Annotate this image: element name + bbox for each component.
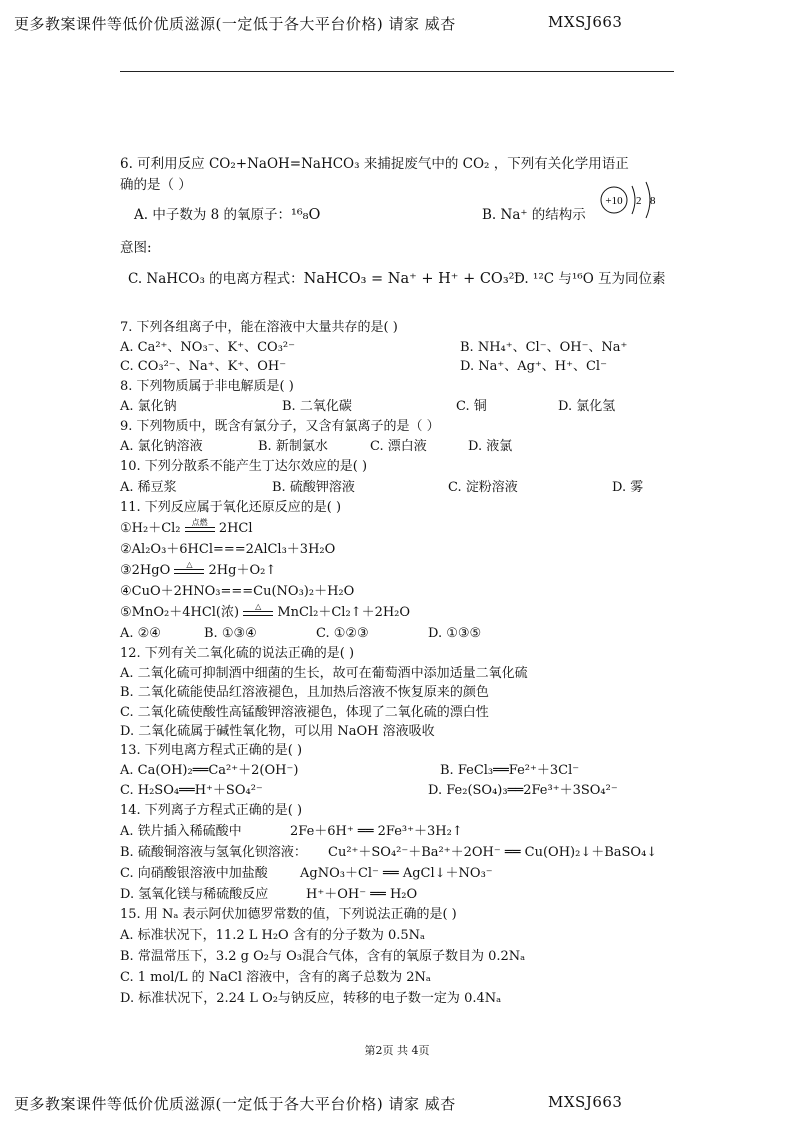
q14-option-b-equation: Cu²⁺＋SO₄²⁻＋Ba²⁺＋2OH⁻ ══ Cu(OH)₂↓＋BaSO₄↓ xyxy=(328,845,658,860)
q10-option-a: A. 稀豆浆 xyxy=(120,480,177,495)
q14-option-d-label: D. 氢氧化镁与稀硫酸反应 xyxy=(120,887,269,902)
q13-stem: 13. 下列电离方程式正确的是( ) xyxy=(120,743,303,758)
q6-stem-line1: 6. 可利用反应 CO₂+NaOH=NaHCO₃ 来捕捉废气中的 CO₂ ，下列有关化学用语正 xyxy=(120,156,629,172)
page-number: 第2页 共 4页 xyxy=(364,1044,430,1057)
q6-option-c xyxy=(128,271,522,287)
reaction-5-condition: △ xyxy=(255,601,262,611)
header-banner xyxy=(14,13,623,34)
reaction-1-arrow xyxy=(185,517,215,534)
q11-reaction-4: ④CuO＋2HNO₃===Cu(NO₃)₂＋H₂O xyxy=(120,584,355,599)
q6-option-c-label: C. NaHCO₃ 的电离方程式： xyxy=(128,271,304,287)
q6-stem-line2: 确的是（ ） xyxy=(120,177,192,193)
q11-option-b: B. ①③④ xyxy=(204,626,257,641)
q13-option-d: D. Fe₂(SO₄)₃══2Fe³⁺＋3SO₄²⁻ xyxy=(428,783,618,798)
banner-text: 更多教案课件等低价优质滋源(一定低于各大平台价格) 请家 威杏 xyxy=(14,1095,456,1113)
reaction-5-reactants: ⑤MnO₂＋4HCl(浓) xyxy=(120,605,240,620)
q6-option-a-label: A. 中子数为 8 的氧原子： xyxy=(134,207,292,223)
q9-option-c: C. 漂白液 xyxy=(370,439,427,454)
q12-option-a: A. 二氧化硫可抑制酒中细菌的生长，故可在葡萄酒中添加适量二氧化硫 xyxy=(120,666,528,681)
q14-option-b-label: B. 硫酸铜溶液与氢氧化钡溶液： xyxy=(120,845,307,860)
q7-option-c: C. CO₃²⁻、Na⁺、K⁺、OH⁻ xyxy=(120,359,287,374)
q15-option-c: C. 1 mol/L 的 NaCl 溶液中，含有的离子总数为 2Nₐ xyxy=(120,970,431,985)
q15-option-b: B. 常温常压下，3.2 g O₂与 O₃混合气体，含有的氧原子数目为 0.2Nₐ xyxy=(120,949,526,964)
q6-option-c-formula: NaHCO₃ = Na⁺ + H⁺ + CO₃²⁻ xyxy=(303,271,523,287)
atom-nucleus-label: +10 xyxy=(605,195,623,207)
banner-code: MXSJ663 xyxy=(548,1093,623,1111)
footer-banner xyxy=(14,1093,623,1114)
q11-option-d: D. ①③⑤ xyxy=(428,626,482,641)
q9-option-b: B. 新制氯水 xyxy=(258,439,328,454)
q6-option-a xyxy=(134,207,320,223)
q11-stem: 11. 下列反应属于氧化还原反应的是( ) xyxy=(120,500,342,515)
reaction-3-condition: △ xyxy=(186,559,193,569)
q13-option-a: A. Ca(OH)₂══Ca²⁺＋2(OH⁻) xyxy=(120,763,299,778)
q11-reaction-1 xyxy=(120,517,253,537)
q11-reaction-2: ②Al₂O₃＋6HCl===2AlCl₃＋3H₂O xyxy=(120,542,336,557)
reaction-5-products: MnCl₂＋Cl₂↑＋2H₂O xyxy=(277,605,411,620)
q9-option-a: A. 氯化钠溶液 xyxy=(120,439,203,454)
header-rule xyxy=(120,71,674,72)
reaction-5-arrow xyxy=(243,601,273,618)
q14-option-a-label: A. 铁片插入稀硫酸中 xyxy=(120,824,242,839)
q9-stem: 9. 下列物质中，既含有氯分子，又含有氯离子的是（ ） xyxy=(120,419,440,434)
q6-option-b-continued: 意图: xyxy=(120,240,152,256)
sodium-ion-structure-diagram xyxy=(596,180,662,220)
reaction-1-products: 2HCl xyxy=(218,521,253,536)
q8-stem: 8. 下列物质属于非电解质是( ) xyxy=(120,379,294,394)
reaction-1-condition: 点燃 xyxy=(191,517,208,527)
q12-stem: 12. 下列有关二氧化硫的说法正确的是( ) xyxy=(120,646,355,661)
q7-stem: 7. 下列各组离子中，能在溶液中大量共存的是( ) xyxy=(120,320,398,335)
q8-option-d: D. 氯化氢 xyxy=(558,399,616,414)
q14-option-c-equation: AgNO₃＋Cl⁻ ══ AgCl↓＋NO₃⁻ xyxy=(300,866,493,881)
q15-option-a: A. 标准状况下，11.2 L H₂O 含有的分子数为 0.5Nₐ xyxy=(120,928,426,943)
q10-stem: 10. 下列分散系不能产生丁达尔效应的是( ) xyxy=(120,459,368,474)
reaction-3-reactants: ③2HgO xyxy=(120,563,171,578)
q9-option-d: D. 液氯 xyxy=(468,439,513,454)
banner-text: 更多教案课件等低价优质滋源(一定低于各大平台价格) 请家 威杏 xyxy=(14,15,456,33)
q14-option-d-equation: H⁺＋OH⁻ ══ H₂O xyxy=(306,887,418,902)
q6-option-a-formula: ¹⁶₈O xyxy=(291,207,321,223)
reaction-1-reactants: ①H₂＋Cl₂ xyxy=(120,521,181,536)
q8-option-a: A. 氯化钠 xyxy=(120,399,177,414)
q10-option-b: B. 硫酸钾溶液 xyxy=(272,480,355,495)
q15-option-d: D. 标准状况下，2.24 L O₂与钠反应，转移的电子数一定为 0.4Nₐ xyxy=(120,991,502,1006)
atom-shell1-label: 2 xyxy=(636,195,642,207)
q11-option-c: C. ①②③ xyxy=(316,626,369,641)
q6-option-d: D. ¹²C 与¹⁶O 互为同位素 xyxy=(514,271,666,287)
q12-option-b: B. 二氧化硫能使品红溶液褪色，且加热后溶液不恢复原来的颜色 xyxy=(120,685,489,700)
reaction-3-arrow xyxy=(174,559,204,576)
q8-option-c: C. 铜 xyxy=(456,399,487,414)
q11-reaction-3 xyxy=(120,559,277,579)
q12-option-c: C. 二氧化硫使酸性高锰酸钾溶液褪色，体现了二氧化硫的漂白性 xyxy=(120,705,489,720)
q7-option-d: D. Na⁺、Ag⁺、H⁺、Cl⁻ xyxy=(460,359,607,374)
q13-option-c: C. H₂SO₄══H⁺＋SO₄²⁻ xyxy=(120,783,263,798)
reaction-3-products: 2Hg＋O₂↑ xyxy=(208,563,277,578)
q14-option-a-equation: 2Fe＋6H⁺ ══ 2Fe³⁺＋3H₂↑ xyxy=(290,824,463,839)
q10-option-c: C. 淀粉溶液 xyxy=(448,480,518,495)
banner-code: MXSJ663 xyxy=(548,13,623,31)
q11-option-a: A. ②④ xyxy=(120,626,161,641)
atom-shell2-label: 8 xyxy=(650,195,656,207)
q13-option-b: B. FeCl₃══Fe²⁺＋3Cl⁻ xyxy=(440,763,580,778)
q15-stem: 15. 用 Nₐ 表示阿伏加德罗常数的值，下列说法正确的是( ) xyxy=(120,907,457,922)
q8-option-b: B. 二氧化碳 xyxy=(282,399,352,414)
q12-option-d: D. 二氧化硫属于碱性氧化物，可以用 NaOH 溶液吸收 xyxy=(120,724,435,739)
q6-option-b-label: B. Na⁺ 的结构示 xyxy=(482,207,586,223)
q11-reaction-5 xyxy=(120,601,411,621)
q7-option-a: A. Ca²⁺、NO₃⁻、K⁺、CO₃²⁻ xyxy=(120,340,295,355)
q14-option-c-label: C. 向硝酸银溶液中加盐酸 xyxy=(120,866,268,881)
q14-stem: 14. 下列离子方程式正确的是( ) xyxy=(120,803,303,818)
q7-option-b: B. NH₄⁺、Cl⁻、OH⁻、Na⁺ xyxy=(460,340,628,355)
q10-option-d: D. 雾 xyxy=(612,480,644,495)
